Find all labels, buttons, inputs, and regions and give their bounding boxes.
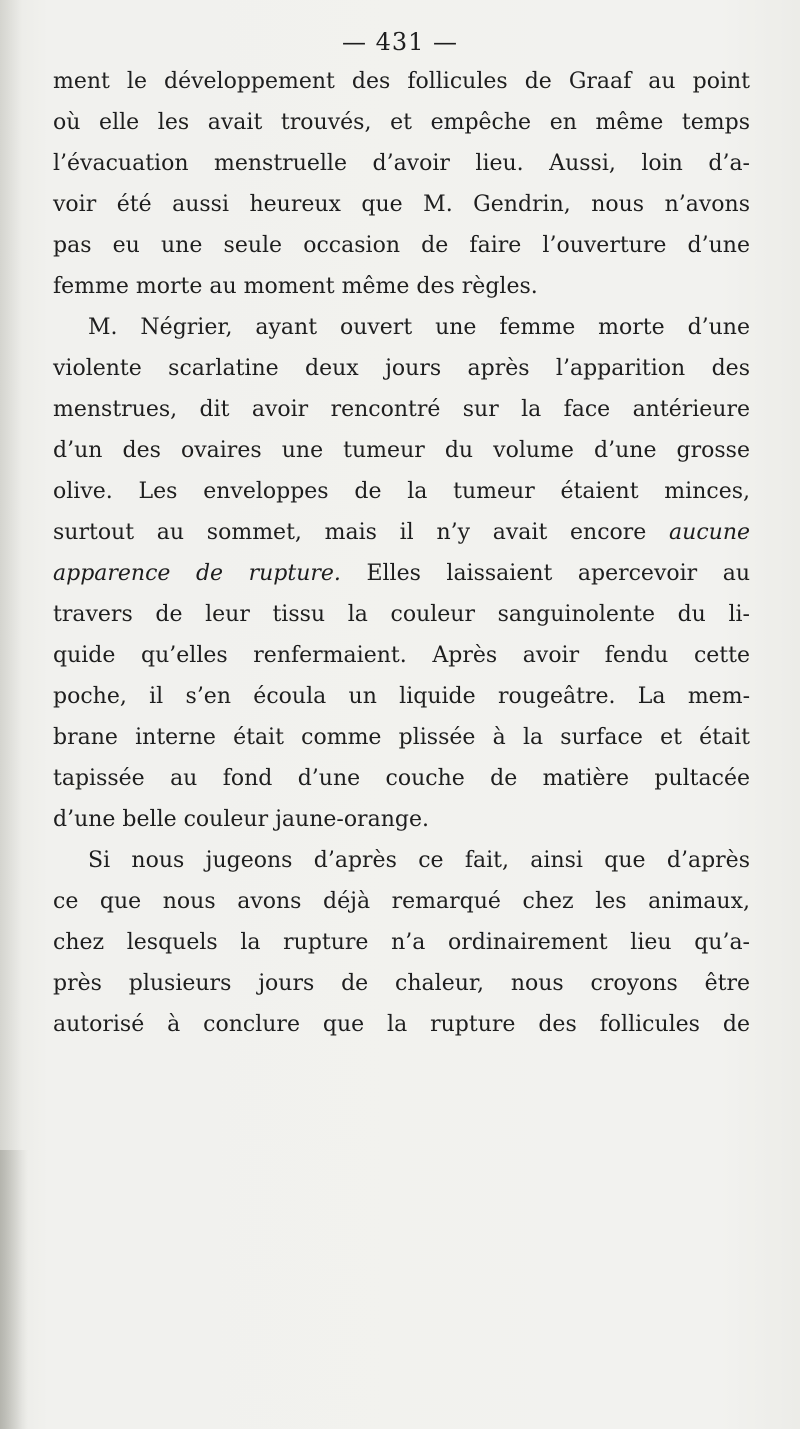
text-line [53,554,750,594]
text-line: ment le développement des follicules de Graaf au point [53,69,750,94]
text-line: ce que nous avons déjà remarqué chez les animaux, [53,889,750,914]
text-line: d’une belle couleur jaune-orange. [53,807,429,832]
text-line: près plusieurs jours de chaleur, nous croyons être [53,971,750,996]
text-line: brane interne était comme plissée à la surface et était [53,725,750,750]
text-line: d’un des ovaires une tumeur du volume d’une grosse [53,438,750,463]
text-line: voir été aussi heureux que M. Gendrin, nous n’avons [53,192,750,217]
text-line: violente scarlatine deux jours après l’apparition des [53,356,750,381]
text-line: Si nous jugeons d’après ce fait, ainsi que d’après [88,848,750,873]
text-line: quide qu’elles renfermaient. Après avoir fendu cette [53,643,750,668]
text-line: pas eu une seule occasion de faire l’ouverture d’une [53,233,750,258]
text-line: chez lesquels la rupture n’a ordinairement lieu qu’a- [53,930,750,955]
text-line: menstrues, dit avoir rencontré sur la face antérieure [53,397,750,422]
text-line: travers de leur tissu la couleur sanguinolente du li- [53,602,750,627]
page-number: — 431 — [341,28,459,56]
text-span: Elles laissaient apercevoir au [366,561,750,586]
text-line: autorisé à conclure que la rupture des follicules de [53,1012,750,1037]
text-span: surtout au sommet, mais il n’y avait encore [53,520,647,545]
text-line: M. Négrier, ayant ouvert une femme morte d’une [88,315,750,340]
text-line: l’évacuation menstruelle d’avoir lieu. Aussi, loin d’a- [53,151,750,176]
italic-span: aucune [669,520,751,545]
text-line [53,513,750,553]
text-line: poche, il s’en écoula un liquide rougeâtre. La mem- [53,684,750,709]
text-line: olive. Les enveloppes de la tumeur étaient minces, [53,479,750,504]
text-line: tapissée au fond d’une couche de matière pultacée [53,766,750,791]
text-line: où elle les avait trouvés, et empêche en même temps [53,110,750,135]
binding-shadow [0,1150,28,1429]
italic-span: apparence de rupture. [53,561,341,586]
text-line: femme morte au moment même des règles. [53,274,538,299]
